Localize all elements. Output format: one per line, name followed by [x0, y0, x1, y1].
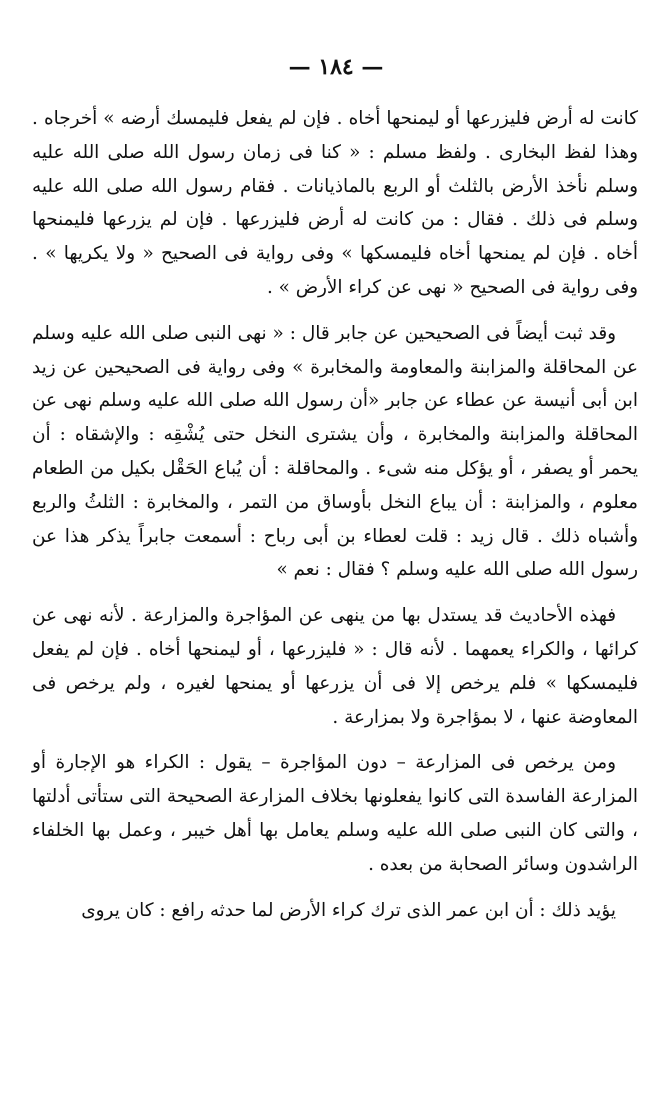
paragraph: ومن يرخص فى المزارعة – دون المؤاجرة – يقول : الكراء هو الإجارة أو المزارعة الفاسدة التى كانوا يفعلونها بخلاف المزارعة الصحيحة التى ستأتى أدلتها ، والتى كان النبى صلى الله عليه وسلم يعامل بها أهل خيبر ، وعمل بها الخلفاء الراشدون وسائر الصحابة من بعده .: [32, 752, 638, 875]
page-number: — ١٨٤ —: [288, 54, 384, 80]
page-body: [32, 102, 638, 927]
paragraph: يؤيد ذلك : أن ابن عمر الذى ترك كراء الأرض لما حدثه رافع : كان يروى: [81, 899, 616, 921]
paragraph: فهذه الأحاديث قد يستدل بها من ينهى عن المؤاجرة والمزارعة . لأنه نهى عن كرائها ، والكراء يعمهما . لأنه قال : « فليزرعها ، أو ليمنحها أخاه . فإن لم يفعل فليمسكها » فلم يرخص إلا فى أن يزرعها أو يمنحها لغيره ، ولم يرخص فى المعاوضة عنها ، لا بمؤاجرة ولا بمزارعة .: [32, 605, 638, 728]
paragraph: كانت له أرض فليزرعها أو ليمنحها أخاه . فإن لم يفعل فليمسك أرضه » أخرجاه . وهذا لفظ البخارى . ولفظ مسلم : « كنا فى زمان رسول الله صلى الله عليه وسلم نأخذ الأرض بالثلث أو الربع بالماذيانات . فقام رسول الله صلى الله عليه وسلم فى ذلك . فقال : من كانت له أرض فليزرعها . فإن لم يزرعها فليمنحها أخاه . فإن لم يمنحها أخاه فليمسكها » وفى رواية فى الصحيح « ولا يكريها » . وفى رواية فى الصحيح « نهى عن كراء الأرض » .: [32, 108, 638, 298]
paragraph: وقد ثبت أيضاً فى الصحيحين عن جابر قال : « نهى النبى صلى الله عليه وسلم عن المحاقلة والمزابنة والمعاومة والمخابرة » وفى رواية فى الصحيحين عن زيد ابن أبى أنيسة عن عطاء عن جابر «أن رسول الله صلى الله عليه وسلم نهى عن المحاقلة والمزابنة والمخابرة ، وأن يشترى النخل حتى يُشْقِه : والإشقاه : أن يحمر أو يصفر ، أو يؤكل منه شىء . والمحاقلة : أن يُباع الحَقْل بكيل من الطعام معلوم ، والمزابنة : أن يباع النخل بأوساق من التمر ، والمخابرة : الثلثُ والربع وأشباه ذلك . قال زيد : قلت لعطاء بن أبى رباح : أسمعت جابراً يذكر هذا عن رسول الله صلى الله عليه وسلم ؟ فقال : نعم »: [32, 322, 638, 581]
